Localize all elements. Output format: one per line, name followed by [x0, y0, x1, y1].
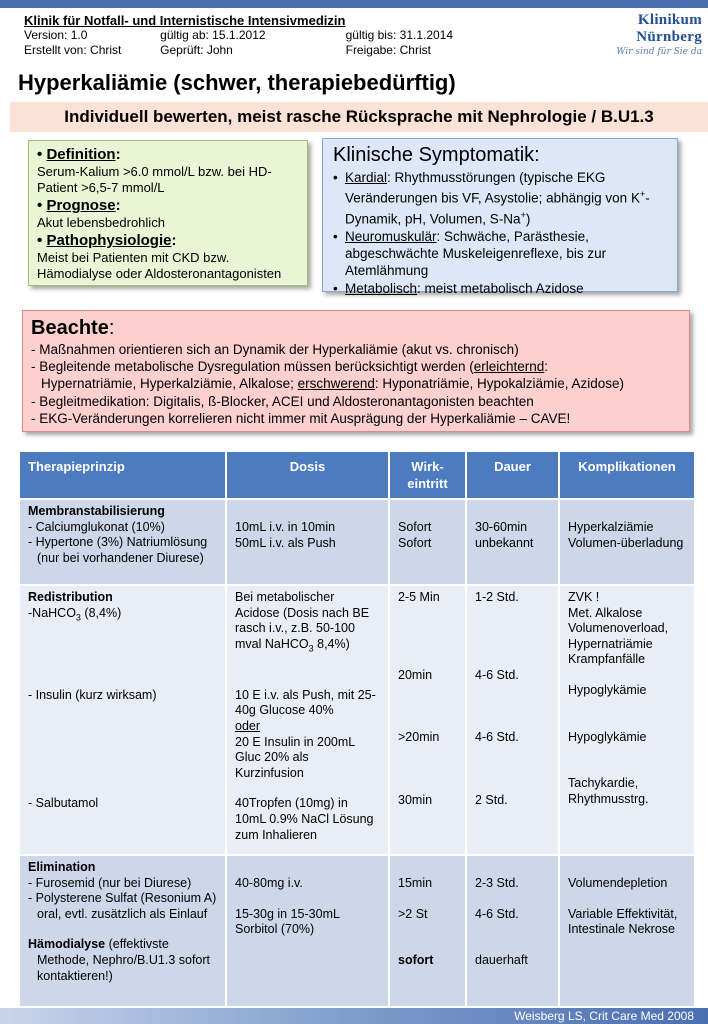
- onset-cell: [390, 500, 467, 586]
- warning-line-1: - Maßnahmen orientieren sich an Dynamik der Hyperkaliämie (akut vs. chronisch): [31, 342, 519, 357]
- header-complications: Komplikationen: [560, 452, 694, 500]
- duration-item: 2-3 Std.: [475, 876, 519, 890]
- bullet: •: [37, 232, 43, 249]
- definition-text: Serum-Kalium >6.0 mmol/L bzw. bei HD-Patient >6,5-7 mmol/L: [37, 164, 272, 195]
- symptom-neuro: [333, 228, 667, 280]
- nahco3-conc: (8,4%): [80, 605, 122, 620]
- document-header: [24, 13, 464, 58]
- duration-item: 30-60min: [475, 520, 528, 534]
- prognosis-heading: Prognose: [46, 197, 116, 214]
- complication-cell: [560, 856, 694, 1008]
- colon: :: [115, 197, 121, 214]
- subscript: 3: [308, 643, 314, 654]
- page-title: Hyperkaliämie (schwer, therapiebedürftig): [18, 70, 456, 95]
- hemodialysis-text: (effektivste Methode, Nephro/B.U1.3 sofort kontaktieren!): [37, 937, 211, 983]
- duration-item: 1-2 Std.: [475, 590, 519, 604]
- symptoms-box: [322, 138, 678, 296]
- superscript: +: [639, 189, 646, 200]
- onset-item: 15min: [398, 876, 433, 890]
- colon: :: [171, 232, 177, 249]
- therapy-item: - Salbutamol: [28, 796, 99, 811]
- dose-text-end: 8,4%): [313, 636, 350, 651]
- table-row: [20, 500, 694, 586]
- nahco3-label: -NaHCO: [28, 605, 76, 620]
- header-duration: Dauer: [467, 452, 560, 500]
- therapy-table: [20, 452, 694, 1008]
- warning-heading: Beachte: [31, 317, 109, 339]
- duration-item: 4-6 Std.: [475, 667, 519, 682]
- onset-item: Sofort: [398, 535, 432, 550]
- row-title: Membranstabilisierung: [28, 504, 165, 518]
- colon: :: [108, 317, 115, 339]
- therapy-cell: [20, 856, 227, 1008]
- subscript: 3: [75, 612, 81, 623]
- dose-item: [235, 590, 380, 657]
- bullet: •: [37, 146, 43, 163]
- duration-item: 4-6 Std.: [475, 906, 519, 921]
- complication-item: Hypoglykämie: [568, 682, 647, 697]
- approved-by: Freigabe: Christ: [345, 43, 431, 57]
- bullet: •: [333, 170, 338, 185]
- prognosis-text: Akut lebensbedrohlich: [37, 215, 165, 230]
- row-title: Elimination: [28, 860, 96, 874]
- therapy-item: - Insulin (kurz wirksam): [28, 687, 157, 702]
- dose-cell: [227, 856, 390, 1008]
- onset-item: >20min: [398, 730, 440, 745]
- row-title: Redistribution: [28, 590, 113, 604]
- therapy-item: [28, 606, 217, 626]
- neuro-label: Neuromuskulär: [345, 228, 437, 244]
- header-onset: Wirk-eintritt: [390, 452, 467, 500]
- hemodialysis-label: Hämodialyse: [28, 937, 106, 952]
- erschwerend-label: erschwerend: [297, 376, 375, 392]
- warning-line-3-text: Hypernatriämie, Hyperkalziämie, Alkalose;: [41, 376, 298, 392]
- colon: :: [115, 146, 121, 163]
- hospital-logo: [582, 12, 702, 57]
- kardial-text-2: -Dynamik, pH, Volumen, S-Na: [345, 190, 650, 227]
- dose-item: 10 E i.v. als Push, mit 25-40g Glucose 40%: [235, 687, 376, 718]
- dose-item: 40-80mg i.v.: [235, 876, 303, 890]
- complication-item: Volumen-überladung: [568, 535, 684, 550]
- therapy-item: - Hypertone (3%) Natriumlösung (nur bei vorhandener Diurese): [28, 535, 208, 565]
- complication-cell: [560, 586, 694, 856]
- valid-from: gültig ab: 15.1.2012: [160, 28, 266, 42]
- metabolic-label: Metabolisch: [345, 280, 418, 296]
- complication-item: Tachykardie, Rhythmusstrg.: [568, 776, 649, 806]
- metabolic-text: : meist metabolisch Azidose: [417, 280, 584, 296]
- therapy-item: - Polysterene Sulfat (Resonium A) oral, evtl. zusätzlich als Einlauf: [28, 891, 217, 921]
- dose-item: 20 E Insulin in 200mL Gluc 20% als Kurzinfusion: [235, 734, 355, 780]
- dose-or: oder: [235, 719, 261, 734]
- valid-to: gültig bis: 31.1.2014: [345, 28, 454, 42]
- duration-item: unbekannt: [475, 535, 534, 550]
- dose-cell: [227, 500, 390, 586]
- warning-line-3-end: : Hyponatriämie, Hypokalziämie, Azidose): [374, 376, 625, 392]
- definition-heading: Definition: [46, 146, 116, 163]
- bullet: •: [333, 228, 338, 244]
- symptoms-heading: Klinische Symptomatik:: [333, 144, 540, 166]
- pathophysiology-heading: Pathophysiologie: [46, 232, 172, 249]
- complication-item: ZVK !: [568, 590, 600, 604]
- dose-cell: [227, 586, 390, 856]
- duration-item: 4-6 Std.: [475, 730, 519, 745]
- onset-item: sofort: [398, 953, 434, 968]
- symptom-kardial: [333, 169, 667, 228]
- created-by: Erstellt von: Christ: [24, 43, 122, 57]
- therapy-cell: [20, 586, 227, 856]
- top-bar: [0, 0, 708, 8]
- complication-item: Variable Effektivität, Intestinale Nekrose: [568, 906, 678, 937]
- citation: Weisberg LS, Crit Care Med 2008: [514, 1009, 694, 1023]
- therapy-item: - Calciumglukonat (10%): [28, 519, 165, 534]
- dose-text: Bei metabolischer Acidose (Dosis nach BE rasch i.v., z.B. 50-100 mval NaHCO: [235, 590, 370, 651]
- onset-item: 30min: [398, 792, 433, 807]
- onset-item: 20min: [398, 667, 433, 682]
- therapy-item: - Furosemid (nur bei Diurese): [28, 875, 192, 890]
- kardial-label: Kardial: [345, 170, 388, 185]
- table-header-row: [20, 452, 694, 500]
- kardial-end: ): [525, 211, 531, 227]
- duration-cell: [467, 500, 560, 586]
- onset-item: >2 St: [398, 906, 428, 921]
- complication-cell: [560, 500, 694, 586]
- neuro-text: : Schwäche, Parästhesie, abgeschwächte Muskeleigenreflexe, bis zur Atemlähmung: [345, 228, 607, 279]
- complication-item: Volumendepletion: [568, 876, 668, 890]
- definition-box: [28, 140, 308, 286]
- onset-cell: [390, 586, 467, 856]
- warning-line-2-text: - Begleitende metabolische Dysregulation müssen berücksichtigt werden (: [31, 359, 474, 375]
- bullet: •: [37, 197, 43, 214]
- dose-item: 10mL i.v. in 10min: [235, 520, 336, 534]
- onset-item: 2-5 Min: [398, 590, 440, 604]
- warning-box: [22, 310, 690, 432]
- dose-item: 15-30g in 15-30mL Sorbitol (70%): [235, 906, 340, 937]
- recommendation-banner: Individuell bewerten, meist rasche Rücksprache mit Nephrologie / B.U1.3: [10, 102, 708, 132]
- onset-cell: [390, 856, 467, 1008]
- logo-slogan: Wir sind für Sie da: [616, 47, 702, 57]
- logo-name: Klinikum Nürnberg: [636, 12, 702, 45]
- warning-line-4: - Begleitmedikation: Digitalis, ß-Blocker, ACEI und Aldosteronantagonisten beachten: [31, 393, 534, 409]
- colon: :: [544, 359, 549, 375]
- warning-line-2: [31, 358, 681, 375]
- dose-item: 50mL i.v. als Push: [235, 535, 336, 550]
- checked-by: Geprüft: John: [160, 43, 233, 57]
- bullet: •: [333, 280, 338, 296]
- symptom-metabolic: [333, 280, 667, 297]
- complication-item: Hypoglykämie: [568, 729, 647, 744]
- dose-item: 40Tropfen (10mg) in 10mL 0.9% NaCl Lösung zum Inhalieren: [235, 796, 374, 842]
- complication-item: Met. Alkalose Volumenoverload, Hypernatriämie Krampfanfälle: [568, 605, 669, 667]
- pathophysiology-text: Meist bei Patienten mit CKD bzw. Hämodialyse oder Aldosteronantagonisten: [37, 250, 282, 281]
- complication-item: Hyperkalziämie: [568, 520, 654, 534]
- duration-item: dauerhaft: [475, 953, 528, 968]
- duration-cell: [467, 856, 560, 1008]
- kardial-text: : Rhythmusstörungen (typische EKG Veränderungen bis VF, Asystolie; abhängig von K: [345, 170, 640, 206]
- duration-item: 2 Std.: [475, 792, 508, 807]
- org-name: Klinik für Notfall- und Internistische Intensivmedizin: [24, 13, 346, 28]
- warning-line-3: [31, 375, 681, 392]
- table-row: [20, 586, 694, 856]
- erleichternd-label: erleichternd: [473, 359, 545, 375]
- duration-cell: [467, 586, 560, 856]
- table-row: [20, 856, 694, 1008]
- header-dose: Dosis: [227, 452, 390, 500]
- superscript: +: [520, 210, 526, 221]
- therapy-cell: [20, 500, 227, 586]
- warning-line-5: - EKG-Veränderungen korrelieren nicht immer mit Ausprägung der Hyperkaliämie – CAVE!: [31, 410, 571, 426]
- onset-item: Sofort: [398, 520, 432, 534]
- therapy-item: [28, 937, 217, 984]
- header-therapy: Therapieprinzip: [20, 452, 227, 500]
- version: Version: 1.0: [24, 28, 88, 42]
